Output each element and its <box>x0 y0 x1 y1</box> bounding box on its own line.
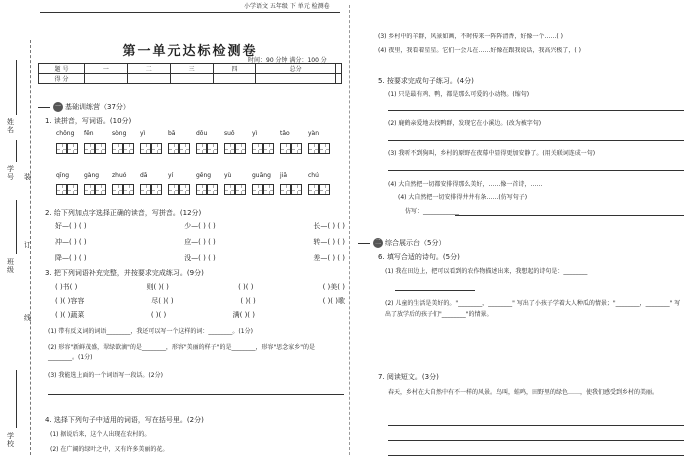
q5-sub-3: (3) 我听不到狗叫，乡村的原野在夜幕中显得更加安静了。(用关联词连成一句) <box>388 150 596 157</box>
writing-box[interactable] <box>291 143 302 154</box>
writing-box[interactable] <box>95 143 106 154</box>
q3-sub-1[interactable]: (1) 带有反义词的词语________，我还可以写一个这样的词：________。(1分) <box>48 328 253 335</box>
q1-label: 1. 读拼音，写词语。(10分) <box>45 117 132 125</box>
q3-item[interactable]: ( )( )蔬菜 <box>55 311 85 319</box>
q3-item[interactable]: 则( )( ) <box>146 283 169 291</box>
q2-item[interactable]: 差—( ) ( ) <box>313 254 345 262</box>
writing-box[interactable] <box>67 143 78 154</box>
q3-item[interactable]: ( )书( ) <box>55 283 78 291</box>
pinyin-label: zhuó <box>112 172 127 179</box>
q3-item[interactable]: 尽( )( ) <box>151 297 174 305</box>
writing-box[interactable] <box>224 143 235 154</box>
q2-item[interactable]: 应—( ) ( ) <box>184 238 216 246</box>
q2-item[interactable]: 冲—( ) ( ) <box>55 238 87 246</box>
writing-box[interactable] <box>207 143 218 154</box>
q5-sub-1: (1) 只是最有鸡、鸭，都是那么可爱的小动物。(缩句) <box>388 91 530 98</box>
writing-box[interactable] <box>196 184 207 195</box>
writing-box[interactable] <box>168 184 179 195</box>
writing-box[interactable] <box>224 184 235 195</box>
header-rule <box>40 12 340 13</box>
writing-box[interactable] <box>84 143 95 154</box>
pinyin-label: dā <box>140 172 148 179</box>
score-col: 四 <box>213 64 256 74</box>
binding-mark-1: 装 <box>24 173 31 181</box>
school-line <box>16 370 17 428</box>
q2-item[interactable]: 长—( ) ( ) <box>313 222 345 230</box>
score-col: 一 <box>85 64 128 74</box>
section-badge: 二 <box>374 239 381 246</box>
pinyin-label: suǒ <box>224 130 235 137</box>
pinyin-label: yí <box>168 172 174 179</box>
pinyin-label: gēng <box>196 172 212 179</box>
score-head: 题 号 <box>39 64 85 74</box>
q5-sub-2: (2) 鹿鹤亲爱地去找鸭群，发现它在小溪边。(改为被字句) <box>388 120 542 127</box>
q4-sub-4[interactable]: (4) 夜里，我看着星星。它们一会儿在……好像在跟我说话，我高兴极了，( ) <box>378 47 581 54</box>
binding-mark-2: 订 <box>24 241 31 249</box>
writing-box[interactable] <box>235 184 246 195</box>
score-cell[interactable] <box>85 74 128 84</box>
score-cell[interactable] <box>335 74 341 84</box>
answer-line[interactable] <box>395 290 475 291</box>
answer-line[interactable] <box>388 455 684 456</box>
q3-item[interactable]: ( )美( ) <box>322 283 345 291</box>
name-line <box>16 60 17 115</box>
pinyin-label: yù <box>224 172 232 179</box>
q5-sub-4-hint: (4) 大自然把一切安排得井井有条……(仿写句子) <box>398 194 528 201</box>
writing-box[interactable] <box>168 143 179 154</box>
writing-box[interactable] <box>252 143 263 154</box>
q2-item[interactable]: 转—( ) ( ) <box>313 238 345 246</box>
writing-box[interactable] <box>263 184 274 195</box>
writing-box[interactable] <box>112 184 123 195</box>
writing-box[interactable] <box>179 184 190 195</box>
answer-line[interactable] <box>388 440 684 441</box>
class-line <box>16 200 17 254</box>
pinyin-label: sòng <box>112 130 127 137</box>
q2-label: 2. 给下列加点字选择正确的读音，写拼音。(12分) <box>45 209 202 217</box>
answer-line[interactable] <box>388 425 684 426</box>
q3-item[interactable]: ( )( ) <box>238 283 254 291</box>
page-title: 第一单元达标检测卷 <box>122 44 258 59</box>
writing-box[interactable] <box>207 184 218 195</box>
pinyin-label: yàn <box>308 130 320 137</box>
school-label: 学校 <box>7 432 14 448</box>
q2-row <box>55 222 345 231</box>
q3-sub-2[interactable]: (2) 形容"新鲜茂盛，翠绿欲滴"的是________，形容"美丽的样子"的是________，形容"思念家乡"的是________。(1分) <box>48 344 315 361</box>
q6-sub-1[interactable]: (1) 我在田边上，把可以看到的农作物描述出来，我想起的诗句是：________ <box>385 268 588 275</box>
pinyin-label: chú <box>308 172 319 179</box>
writing-box[interactable] <box>308 143 319 154</box>
writing-box[interactable] <box>151 143 162 154</box>
writing-box[interactable] <box>56 143 67 154</box>
writing-box[interactable] <box>84 184 95 195</box>
score-head: 得 分 <box>39 74 85 84</box>
pinyin-label: bā <box>168 130 176 137</box>
q2-row <box>55 254 345 263</box>
answer-line[interactable] <box>388 110 684 111</box>
pinyin-label: yì <box>252 130 258 137</box>
writing-box[interactable] <box>123 143 134 154</box>
name-label: 姓名 <box>7 118 14 134</box>
q2-item[interactable]: 少—( ) ( ) <box>184 222 216 230</box>
writing-box[interactable] <box>196 143 207 154</box>
score-table <box>38 63 342 84</box>
pinyin-label: tǎo <box>280 130 290 137</box>
writing-box[interactable] <box>319 143 330 154</box>
score-col: 三 <box>170 64 213 74</box>
q7-label: 7. 阅读短文。(3分) <box>378 373 439 381</box>
q2-row <box>55 238 345 247</box>
writing-box[interactable] <box>123 184 134 195</box>
q3-sub-3[interactable]: (3) 我能选上面的一个词语写一段话。(2分) <box>48 372 163 379</box>
writing-box[interactable] <box>56 184 67 195</box>
answer-line[interactable] <box>388 140 684 141</box>
pinyin-label: fēn <box>84 130 94 137</box>
number-line <box>16 140 17 162</box>
pinyin-label: yì <box>140 130 146 137</box>
section-1-header <box>38 102 130 112</box>
score-cell[interactable] <box>170 74 213 84</box>
q3-label: 3. 把下列词语补充完整，并按要求完成练习。(9分) <box>45 269 204 277</box>
q7-paragraph: 春天，乡村在大自然中有不一样的风景。鸟叫，蛙鸣，田野里的绿色……，使我们感受到乡村的美丽。 <box>388 389 659 396</box>
pinyin-label: dōu <box>196 130 208 137</box>
q4-label: 4. 选择下列句子中适用的词语，写在括号里。(2分) <box>45 416 204 424</box>
writing-box[interactable] <box>179 143 190 154</box>
score-col <box>335 64 341 74</box>
q3-row <box>55 283 345 292</box>
writing-box[interactable] <box>280 184 291 195</box>
q3-item[interactable]: ( )( )容容 <box>55 297 85 305</box>
writing-box[interactable] <box>235 143 246 154</box>
score-cell[interactable] <box>256 74 335 84</box>
writing-box[interactable] <box>151 184 162 195</box>
section-2-title: 综合展示台（5分） <box>385 238 446 247</box>
score-total: 总分 <box>256 64 335 74</box>
writing-box[interactable] <box>95 184 106 195</box>
pinyin-label: guāng <box>252 172 271 179</box>
q3-row <box>55 297 345 306</box>
writing-box[interactable] <box>280 143 291 154</box>
writing-box[interactable] <box>140 184 151 195</box>
writing-box[interactable] <box>291 184 302 195</box>
q6-sub-2[interactable]: (2) 儿童的生活是美好的。"________，________" 写出了小孩子学着大人种瓜的情景；"________，________" 写出了放学后的孩子们"________"的情景。 <box>385 300 681 318</box>
pinyin-label: chōng <box>56 130 75 137</box>
q5-sub-4: (4) 大自然把一切都安排得那么美好，……像一首诗，…… <box>388 181 543 188</box>
writing-box[interactable] <box>140 143 151 154</box>
q3-item[interactable]: ( )( )歌 <box>322 297 345 305</box>
q4-sub-1[interactable]: (1) 据说后来，这个人出现在农村的。 <box>50 431 151 438</box>
q6-label: 6. 填写合适的诗句。(5分) <box>378 253 460 261</box>
score-col: 二 <box>127 64 170 74</box>
pinyin-label: gàng <box>84 172 100 179</box>
answer-line[interactable] <box>388 170 684 171</box>
answer-line[interactable] <box>455 215 684 216</box>
q3-item[interactable]: 满( )( ) <box>232 311 255 319</box>
pinyin-label: jiā <box>280 172 288 179</box>
q3-row <box>55 311 255 320</box>
score-cell[interactable] <box>127 74 170 84</box>
section-1-title: 基础训练营（37分） <box>65 102 130 111</box>
writing-box[interactable] <box>252 184 263 195</box>
section-bar <box>358 243 370 244</box>
binding-mark-3: 线 <box>24 314 31 322</box>
score-cell[interactable] <box>213 74 256 84</box>
q3-item[interactable]: ( )( ) <box>150 311 167 319</box>
exam-info: 时间：90 分钟 满分：100 分 <box>248 57 327 64</box>
q2-item[interactable]: 降—( ) ( ) <box>55 254 87 262</box>
writing-box[interactable] <box>319 184 330 195</box>
writing-box[interactable] <box>308 184 319 195</box>
q4-sub-2[interactable]: (2) 在广阔的绿叶之中，又有许多美丽的花。 <box>50 446 169 453</box>
column-divider <box>349 5 350 455</box>
section-2-header <box>358 238 445 248</box>
pinyin-label: qīng <box>56 172 70 179</box>
section-bar <box>38 107 50 108</box>
writing-box[interactable] <box>263 143 274 154</box>
q4-sub-3[interactable]: (3) 乡村中的羊群，风景如画，不时传来一阵阵清香，好像一个……( ) <box>378 33 563 40</box>
class-label: 班级 <box>7 258 14 274</box>
header-tag: 小学语文 五年级 下 单元 检测卷 <box>244 3 330 10</box>
q5-label: 5. 按要求完成句子练习。(4分) <box>378 77 474 85</box>
q5-sub-4-write[interactable]: 仿写：____________ <box>405 208 460 215</box>
number-label: 学号 <box>7 165 14 181</box>
section-badge: 一 <box>54 103 61 110</box>
writing-box[interactable] <box>112 143 123 154</box>
q2-item[interactable]: 没—( ) ( ) <box>184 254 216 262</box>
q3-item[interactable]: ( )( ) <box>240 297 256 305</box>
writing-box[interactable] <box>67 184 78 195</box>
q2-item[interactable]: 好—( ) ( ) <box>55 222 87 230</box>
answer-line[interactable] <box>48 394 344 395</box>
